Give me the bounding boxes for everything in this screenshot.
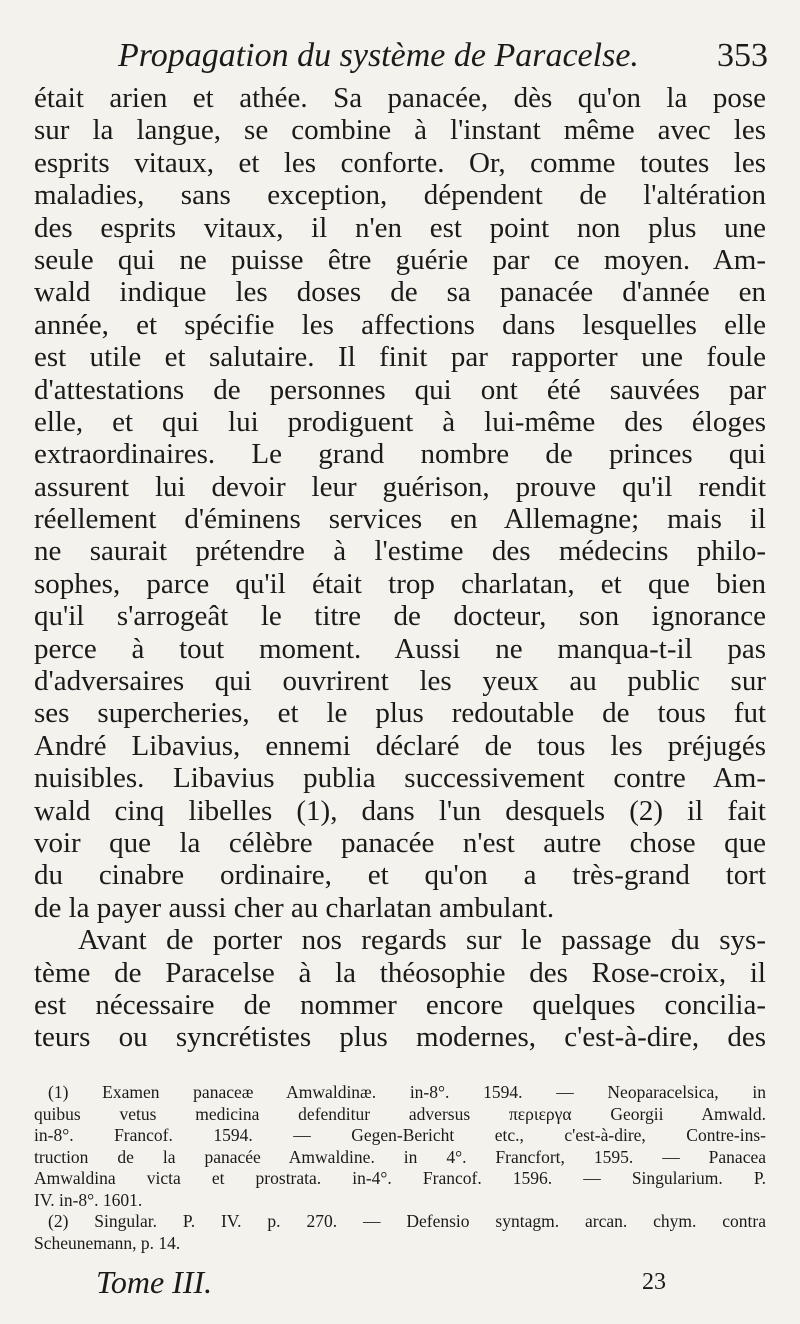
body-line: réellement d'éminens services en Allemagne; mais il [34,503,766,536]
body-line: wald indique les doses de sa panacée d'année en [34,276,766,309]
body-line: qu'il s'arrogeât le titre de docteur, son ignorance [34,600,766,633]
body-line: voir que la célèbre panacée n'est autre chose que [34,826,766,859]
footnote-line: (2) Singular. P. IV. p. 270. — Defensio syntagm. arcan. chym. contra [48,1211,766,1231]
volume-label: Tome III. [96,1264,213,1300]
footnote-line: (1) Examen panaceæ Amwaldinæ. in-8°. 1594. — Neoparacelsica, in [48,1082,766,1102]
footnote-line: truction de la panacée Amwaldine. in 4°. Francfort, 1595. — Panacea [34,1146,766,1167]
body-line: année, et spécifie les affections dans lesquelles elle [34,308,766,341]
signature-mark: 23 [642,1269,666,1295]
body-line: tème de Paracelse à la théosophie des Rose-croix, il [34,956,766,989]
body-line: Avant de porter nos regards sur le passage du sys- [78,924,766,957]
body-line: perce à tout moment. Aussi ne manqua-t-il pas [34,632,766,665]
body-line: était arien et athée. Sa panacée, dès qu'on la pose [34,82,766,114]
body-line: d'adversaires qui ouvrirent les yeux au public sur [34,665,766,698]
body-line: ne saurait prétendre à l'estime des médecins philo- [34,535,766,568]
body-line: d'attestations de personnes qui ont été sauvées par [34,373,766,406]
body-text [34,82,766,1054]
body-line: assurent lui devoir leur guérison, prouve qu'il rendit [34,470,766,503]
footnote-line: Scheunemann, p. 14. [34,1232,181,1253]
footnote-line: IV. in-8°. 1601. [34,1189,143,1210]
body-line: esprits vitaux, et les conforte. Or, comme toutes les [34,146,766,179]
body-line: est nécessaire de nommer encore quelques concilia- [34,988,766,1021]
footnote-line: quibus vetus medicina defenditur adversus περιεργα Georgii Amwald. [34,1103,766,1124]
body-line: du cinabre ordinaire, et qu'on a très-grand tort [34,859,766,892]
body-line: sophes, parce qu'il était trop charlatan, et que bien [34,567,766,600]
page-footer [96,1262,666,1302]
body-line: ses supercheries, et le plus redoutable de tous fut [34,697,766,730]
page-number: 353 [717,37,768,74]
footnote-line: Amwaldina victa et prostrata. in-4°. Francof. 1596. — Singularium. P. [34,1168,766,1188]
running-head [118,34,768,78]
body-line: de la payer aussi cher au charlatan ambulant. [34,891,555,924]
body-line: sur la langue, se combine à l'instant même avec les [34,114,766,147]
footnotes [34,1082,766,1254]
body-line: teurs ou syncrétistes plus modernes, c'est-à-dire, des [34,1021,766,1054]
body-line: nuisibles. Libavius publia successivement contre Am- [34,762,766,795]
body-line: seule qui ne puisse être guérie par ce moyen. Am- [34,243,766,276]
body-line: maladies, sans exception, dépendent de l'altération [34,179,766,212]
running-title: Propagation du système de Paracelse. [118,37,639,74]
footnote-line: in-8°. Francof. 1594. — Gegen-Bericht etc., c'est-à-dire, Contre-ins- [34,1125,766,1145]
body-line: des esprits vitaux, il n'en est point non plus une [34,211,766,244]
body-line: elle, et qui lui prodiguent à lui-même des éloges [34,405,766,438]
body-line: André Libavius, ennemi déclaré de tous les préjugés [34,729,766,762]
body-line: wald cinq libelles (1), dans l'un desquels (2) il fait [34,794,766,827]
body-line: extraordinaires. Le grand nombre de princes qui [34,438,766,471]
body-line: est utile et salutaire. Il finit par rapporter une foule [34,341,766,374]
